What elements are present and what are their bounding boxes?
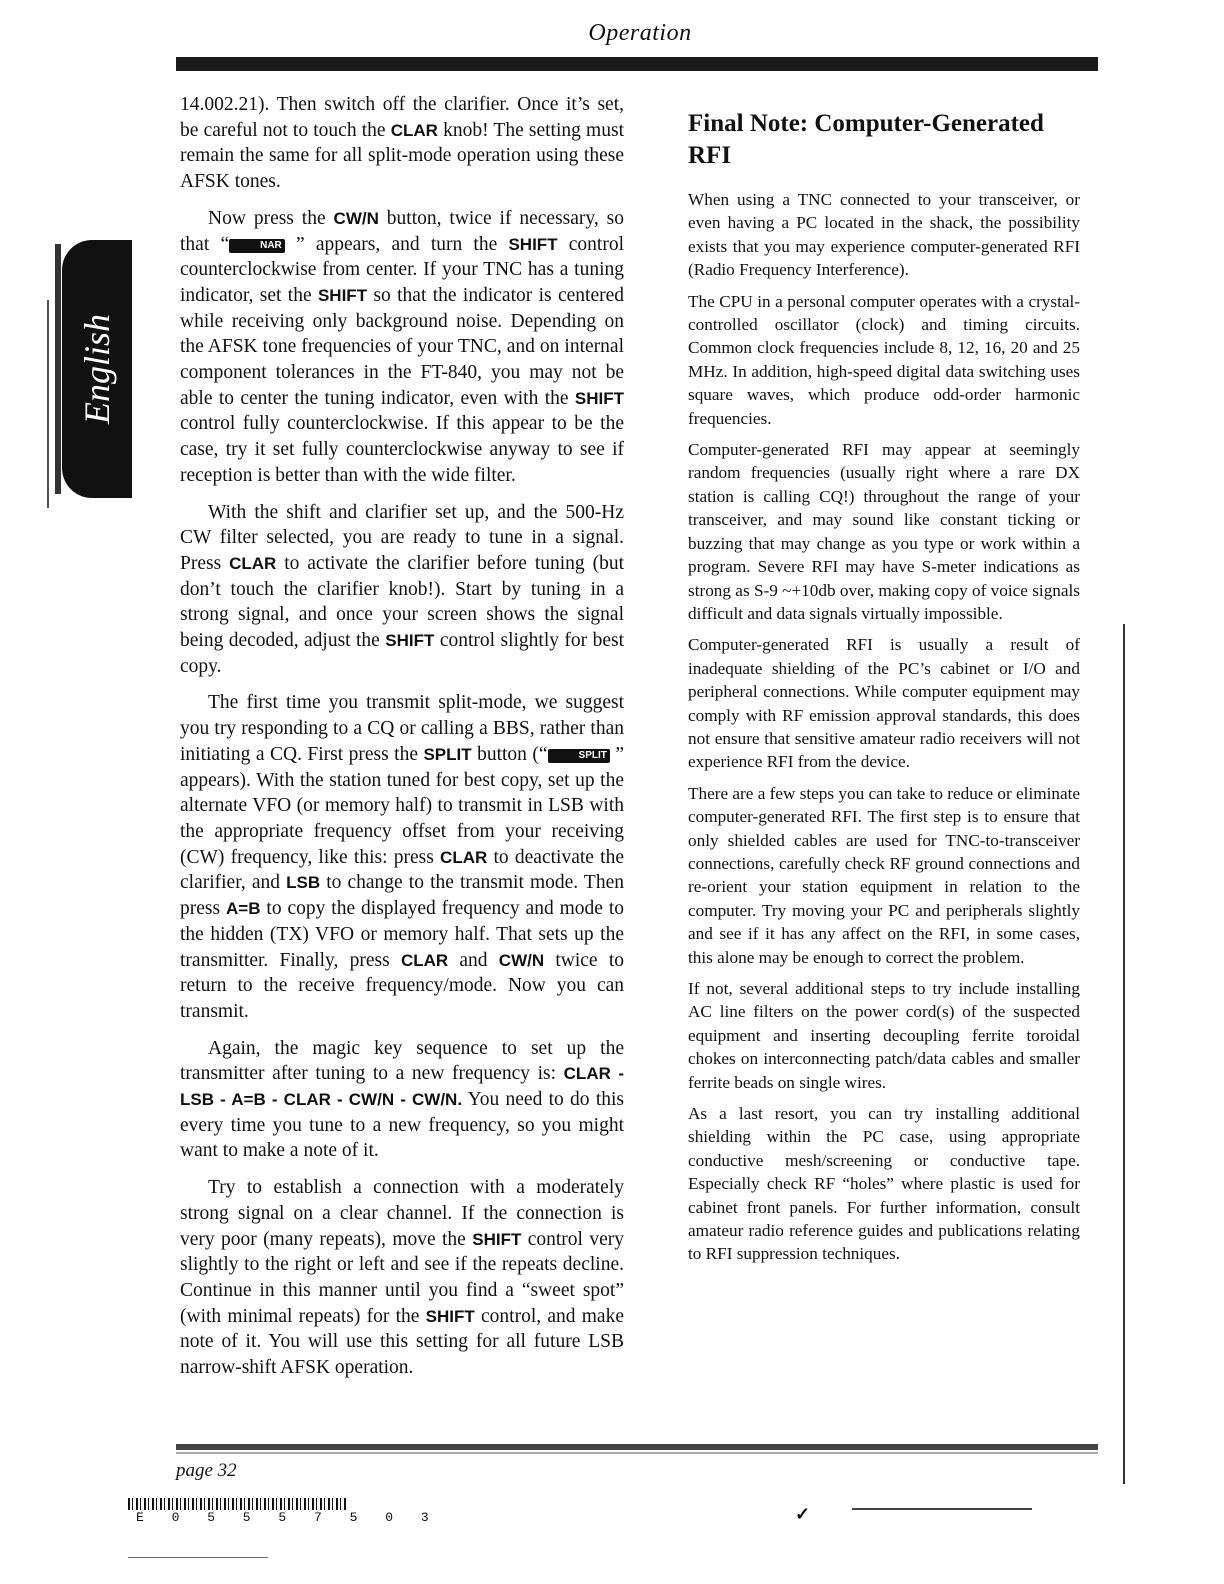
key-label-shift: SHIFT	[425, 1306, 475, 1326]
key-label-shift: SHIFT	[508, 234, 558, 254]
footer-rule	[176, 1444, 1098, 1450]
scan-edge-line	[1123, 624, 1125, 1484]
text-run: Again, the magic key sequence to set up the transmitter after tuning to a new frequency is:	[180, 1037, 624, 1085]
scan-artifact-line	[852, 1508, 1032, 1510]
right-paragraph-3: Computer-generated RFI may appear at seemingly random frequencies (usually right where a rare DX station is calling CQ!) throughout the range of your transceiver, and may sound like constant ticking or buzzing that may change as you type or work within a program. Severe RFI may have S-meter indications as strong as S-9 ~+10db over, making copy of voice signals difficult and data signals virtually impossible.	[688, 440, 1080, 623]
text-run: control slightly for best copy.	[180, 630, 624, 677]
key-label-shift: SHIFT	[574, 388, 624, 408]
text-run: 14.002.21). Then switch off the clarifier. Once it’s set, be careful not to touch the	[180, 94, 624, 141]
header-rule	[176, 57, 1098, 71]
right-paragraph-4: Computer-generated RFI is usually a result of inadequate shielding of the PC’s cabinet or I/O and peripheral connections. While computer equipment may comply with RF emission approval standards, this does not ensure that sensitive amateur radio receivers will not experience RFI from the device.	[688, 635, 1080, 772]
text-run: control fully counterclockwise. If this appear to be the case, try it set fully counterclockwise anyway to see if reception is better than with the wide filter.	[180, 413, 624, 486]
text-run: and	[448, 949, 499, 971]
key-label-split: SPLIT	[423, 744, 472, 764]
right-paragraph-1: When using a TNC connected to your transceiver, or even having a PC located in the shack, the possibility exists that you may experience computer-generated RFI (Radio Frequency Interference).	[688, 190, 1080, 280]
key-label-shift: SHIFT	[317, 285, 368, 305]
key-label-shift: SHIFT	[385, 631, 435, 651]
footer-rule-thin	[176, 1452, 1098, 1454]
key-sequence: CLAR - LSB - A=B - CLAR - CW/N - CW/N.	[180, 1064, 624, 1110]
text-run: You need to do this every time you tune to a new frequency, so you might want to make a note of it.	[180, 1089, 624, 1162]
left-paragraph-2	[180, 206, 624, 489]
split-indicator-icon: SPLIT	[548, 749, 610, 763]
key-label-cwn: CW/N	[333, 208, 379, 228]
section-heading: Final Note: Computer-Generated RFI	[688, 110, 1044, 169]
key-label-clar: CLAR	[390, 120, 438, 140]
right-paragraph-7: As a last resort, you can try installing additional shielding within the PC case, using appropriate conductive mesh/screening or conductive tape. Especially check RF “holes” where plastic is used for cabinet front panels. For further information, consult amateur radio reference guides and publications relating to RFI suppression techniques.	[688, 1104, 1080, 1264]
barcode-text: E 0 5 5 5 7 5 0 3	[136, 1510, 439, 1525]
right-paragraph-6: If not, several additional steps to try include installing AC line filters on the power cord(s) of the suspected equipment and inserting decoupling ferrite toroidal chokes on interconnecting patch/data cables and smaller ferrite beads on single wires.	[688, 979, 1080, 1092]
right-column	[688, 108, 1080, 1274]
text-run: control counterclockwise from center. If your TNC has a tuning indicator, set the	[180, 233, 625, 306]
text-run: to copy the displayed frequency and mode to the hidden (TX) VFO or memory half. That sets up the transmitter. Finally, press	[180, 898, 625, 971]
nar-indicator-icon: NAR	[229, 239, 285, 253]
text-run: knob! The setting must remain the same for all split-mode operation using these AFSK tones.	[180, 119, 624, 193]
left-paragraph-4	[180, 690, 624, 1024]
text-run: control, and make note of it. You will use this setting for all future LSB narrow-shift AFSK operation.	[180, 1305, 624, 1379]
key-label-clar: CLAR	[229, 553, 277, 573]
text-run: to change to the transmit mode. Then press	[180, 872, 624, 920]
right-paragraph-5: There are a few steps you can take to reduce or eliminate computer-generated RFI. The first step is to ensure that only shielded cables are used for TNC-to-transceiver connections, carefully check RF ground connections and re-orient your station equipment in relation to the computer. Try moving your PC and peripherals slightly and see if it has any affect on the RFI, in some cases, this alone may be enough to correct the problem.	[688, 783, 1080, 967]
left-paragraph-6	[180, 1175, 624, 1381]
barcode	[128, 1498, 348, 1510]
key-label-a-equals-b: A=B	[226, 899, 261, 919]
text-run: to activate the clarifier before tuning (but don’t touch the clarifier knob!). Start by tuning in a strong signal, and once your screen shows the signal being decoded, adjust the	[180, 552, 624, 652]
side-margin-line	[47, 300, 49, 508]
text-run: so that the indicator is centered while receiving only background noise. Depending on the AFSK tone frequencies of your TNC, and on internal component tolerances in the FT-840, you may not be able to center the tuning indicator, even with the	[180, 284, 624, 409]
text-run: Now press the	[208, 207, 334, 229]
blue-underline	[128, 1557, 268, 1558]
page-number: page 32	[176, 1460, 237, 1481]
key-label-cwn: CW/N	[498, 950, 545, 970]
right-paragraph-2: The CPU in a personal computer operates with a crystal-controlled oscillator (clock) and timing circuits. Common clock frequencies include 8, 12, 16, 20 and 25 MHz. In addition, high-speed digital data switching uses square waves, which produce odd-order harmonic frequencies.	[688, 291, 1080, 428]
text-run: button, twice if necessary, so that “	[180, 207, 624, 255]
side-tab-shadow	[55, 244, 61, 494]
left-paragraph-5	[180, 1036, 624, 1165]
left-paragraph-3	[180, 500, 624, 680]
key-label-clar: CLAR	[440, 847, 488, 867]
text-run: to deactivate the clarifier, and	[180, 846, 624, 894]
page-header-title: Operation	[588, 20, 692, 46]
text-run: control very slightly to the right or left and see if the repeats decline. Continue in this manner until you find a “sweet spot” (with minimal repeats) for the	[180, 1228, 624, 1327]
language-tab-label: English	[77, 313, 117, 425]
scan-mark: ✓	[795, 1504, 811, 1524]
left-column	[180, 92, 624, 1392]
text-run: The first time you transmit split-mode, we suggest you try responding to a CQ or calling a BBS, rather than initiating a CQ. First press the	[180, 692, 624, 765]
left-paragraph-1	[180, 92, 624, 195]
text-run: With the shift and clarifier set up, and the 500-Hz CW filter selected, you are ready to tune in a signal. Press	[180, 501, 624, 574]
text-run: button (“	[471, 743, 548, 765]
text-run: ” appears). With the station tuned for best copy, set up the alternate VFO (or memory half) to transmit in LSB with the appropriate frequency offset from your receiving (CW) frequency, like this: press	[180, 743, 624, 868]
text-run: Try to establish a connection with a moderately strong signal on a clear channel. If the connection is very poor (many repeats), move the	[180, 1177, 624, 1250]
key-label-clar: CLAR	[400, 950, 449, 970]
key-label-lsb: LSB	[286, 873, 321, 893]
text-run: twice to return to the receive frequency/mode. Now you can transmit.	[180, 949, 624, 1022]
key-label-shift: SHIFT	[472, 1229, 522, 1249]
text-run: ” appears, and turn the	[284, 233, 509, 255]
